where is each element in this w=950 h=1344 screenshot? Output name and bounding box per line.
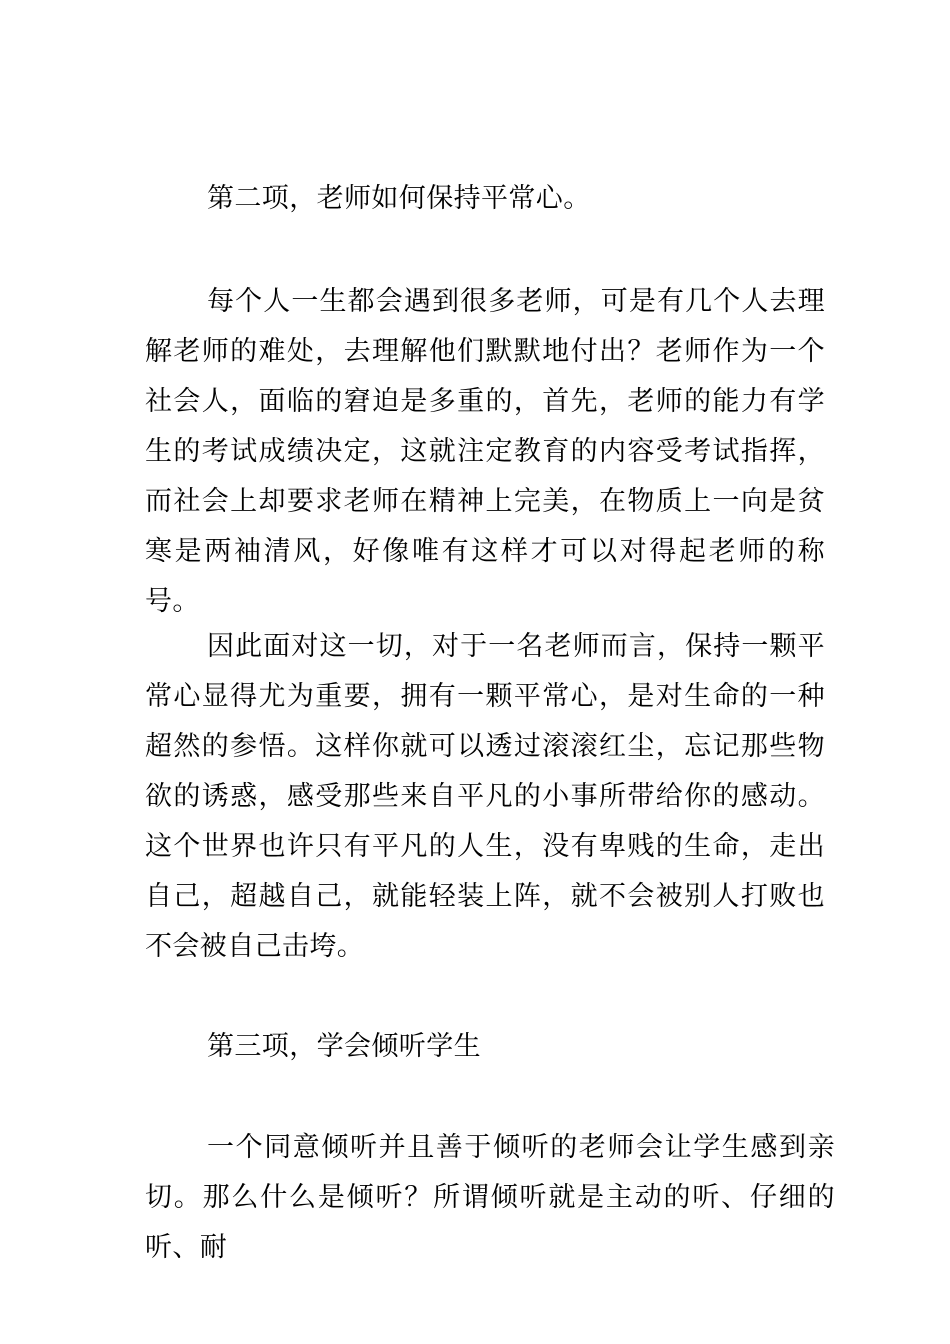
section-heading-3: 第三项，学会倾听学生 xyxy=(207,1031,481,1062)
paragraph-teacher-difficulties: 每个人一生都会遇到很多老师，可是有几个人去理解老师的难处，去理解他们默默地付出？老师作为一个社会人，面临的窘迫是多重的，首先，老师的能力有学生的考试成绩决定，这就注定教育的内容受考试指挥，而社会上却要求老师在精神上完美，在物质上一向是贫寒是两袖清风，好像唯有这样才可以对得起老师的称号。 xyxy=(145,286,825,617)
paragraph-listening: 一个同意倾听并且善于倾听的老师会让学生感到亲切。那么什么是倾听？所谓倾听就是主动的听、仔细的听、耐 xyxy=(145,1132,835,1263)
paragraph-ordinary-mind: 因此面对这一切，对于一名老师而言，保持一颗平常心显得尤为重要，拥有一颗平常心，是对生命的一种超然的参悟。这样你就可以透过滚滚红尘，忘记那些物欲的诱惑，感受那些来自平凡的小事所带给你的感动。这个世界也许只有平凡的人生，没有卑贱的生命，走出自己，超越自己，就能轻装上阵，就不会被别人打败也不会被自己击垮。 xyxy=(145,631,825,962)
section-heading-2: 第二项，老师如何保持平常心。 xyxy=(207,183,591,214)
